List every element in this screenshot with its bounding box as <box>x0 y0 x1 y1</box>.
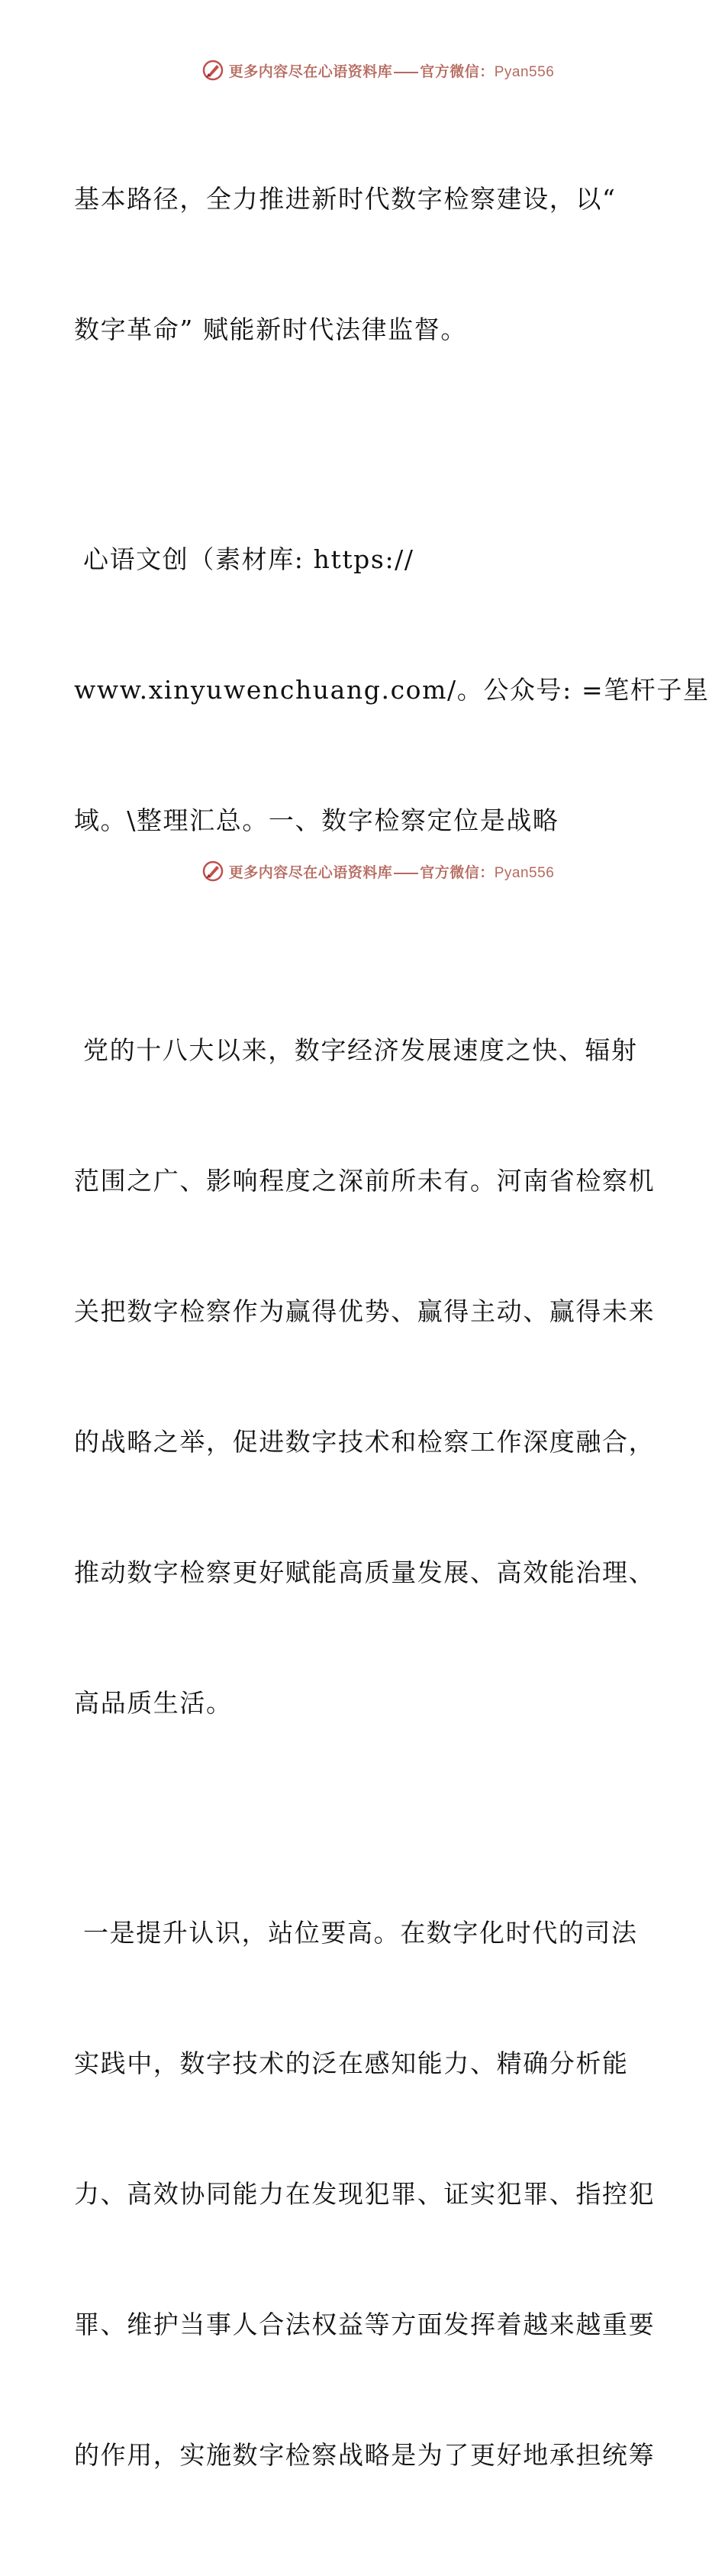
footer-banner-contact: 官方微信： <box>420 864 495 881</box>
text-line: 高品质生活。 <box>74 1688 233 1718</box>
text-line: 推动数字检察更好赋能高质量发展、高效能治理、 <box>74 1558 656 1587</box>
paragraph-3 <box>74 941 662 1812</box>
footer-banner-dash <box>394 873 418 874</box>
text-line: 基本路径，全力推进新时代数字检察建设，以“ <box>74 184 617 214</box>
text-line: 关把数字检察作为赢得优势、赢得主动、赢得未来 <box>74 1296 656 1326</box>
footer-banner-id: Pyan556 <box>494 864 555 881</box>
header-banner-text <box>229 60 555 81</box>
document-body <box>74 90 710 2576</box>
text-line: 的作用，实施数字检察战略是为了更好地承担统筹 <box>74 2440 656 2470</box>
header-banner-id: Pyan556 <box>494 63 555 80</box>
header-banner-dash <box>394 72 418 73</box>
text-line: 力、高效协同能力在发现犯罪、证实犯罪、指控犯 <box>74 2179 656 2209</box>
text-line: 一是提升认识，站位要高。在数字化时代的司法 <box>83 1918 638 1948</box>
text-line: 心语文创（素材库: https:// <box>83 544 414 574</box>
text-line: 数字革命” 赋能新时代法律监督。 <box>74 315 467 344</box>
text-line: 域。\整理汇总。一、数字检察定位是战略 <box>74 805 559 835</box>
text-line: www.xinyuwenchuang.com/。公众号: =笔杆子星 <box>74 675 710 705</box>
text-line: 实践中，数字技术的泛在感知能力、精确分析能 <box>74 2048 629 2078</box>
header-banner-title: 更多内容尽在心语资料库 <box>228 63 393 80</box>
footer-banner <box>0 856 725 886</box>
text-line: 罪、维护当事人合法权益等方面发挥着越来越重要 <box>74 2310 656 2339</box>
logo-icon <box>201 59 224 82</box>
header-banner <box>0 55 725 86</box>
text-line: 的战略之举，促进数字技术和检察工作深度融合， <box>74 1427 656 1457</box>
header-banner-contact: 官方微信： <box>420 63 495 80</box>
footer-banner-text <box>229 861 555 882</box>
text-line: 党的十八大以来，数字经济发展速度之快、辐射 <box>83 1035 638 1065</box>
paragraph-4 <box>74 1824 662 2564</box>
paragraph-1 <box>74 90 662 438</box>
text-line: 范围之广、影响程度之深前所未有。河南省检察机 <box>74 1166 656 1196</box>
logo-icon <box>201 860 224 883</box>
footer-banner-title: 更多内容尽在心语资料库 <box>228 864 393 881</box>
